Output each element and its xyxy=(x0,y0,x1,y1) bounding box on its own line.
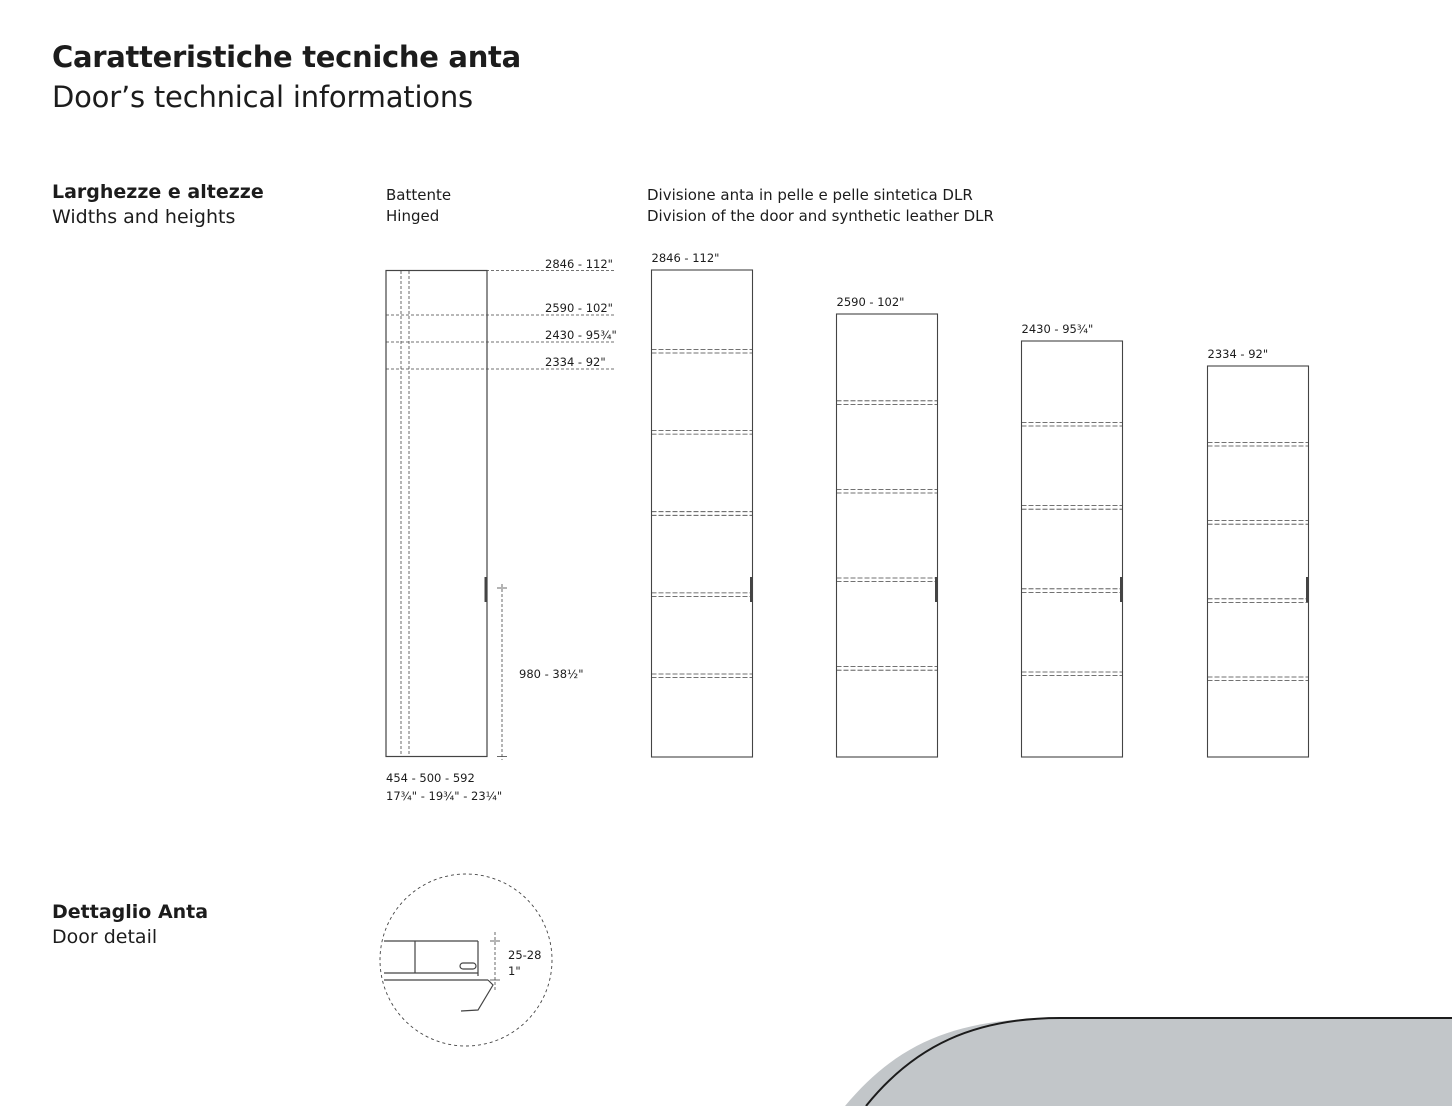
detail-thickness-in-label: 1" xyxy=(508,964,521,978)
hinged-width-in-label: 17¾" - 19¾" - 23¼" xyxy=(386,789,503,803)
division-door-outline xyxy=(1208,366,1309,757)
section-label-door-detail-en: Door detail xyxy=(52,926,158,948)
page-title: Caratteristiche tecniche anta xyxy=(52,40,521,74)
division-door-outline xyxy=(1022,341,1123,757)
division-door-height-label: 2590 - 102" xyxy=(836,295,905,309)
division-doors-group xyxy=(652,251,1309,757)
handle-height-label: 980 - 38½" xyxy=(519,667,584,681)
section-label-widths-heights: Larghezze e altezze xyxy=(52,181,264,203)
hinged-height-label: 2846 - 112" xyxy=(545,257,613,271)
detail-handle-slot xyxy=(460,963,476,969)
hinged-heading-it: Battente xyxy=(386,186,452,204)
corner-decoration xyxy=(845,1018,1452,1106)
page-subtitle: Door’s technical informations xyxy=(52,80,473,114)
detail-thickness-mm-label: 25-28 xyxy=(508,948,542,962)
division-door-height-label: 2334 - 92" xyxy=(1207,347,1269,361)
hinged-height-label: 2590 - 102" xyxy=(545,301,613,315)
hinged-door-drawing xyxy=(386,271,616,761)
division-door-height-label: 2846 - 112" xyxy=(651,251,720,265)
division-door-height-label: 2430 - 95¾" xyxy=(1021,322,1094,336)
division-heading-en: Division of the door and synthetic leather DLR xyxy=(647,207,994,225)
hinged-door-handle xyxy=(485,577,488,602)
division-heading-it: Divisione anta in pelle e pelle sintetica DLR xyxy=(647,186,973,204)
division-door-handle xyxy=(935,577,938,602)
hinged-height-label: 2334 - 92" xyxy=(545,355,606,369)
section-label-widths-heights-en: Widths and heights xyxy=(52,206,236,228)
division-door-handle xyxy=(1306,577,1309,602)
hinged-heading-en: Hinged xyxy=(386,207,440,225)
detail-handle-profile xyxy=(461,980,493,1011)
hinged-height-label: 2430 - 95¾" xyxy=(545,328,617,342)
division-door-handle xyxy=(750,577,753,602)
hinged-width-mm-label: 454 - 500 - 592 xyxy=(386,771,475,785)
division-door-outline xyxy=(837,314,938,757)
division-door-handle xyxy=(1120,577,1123,602)
section-label-door-detail: Dettaglio Anta xyxy=(52,901,209,923)
division-door-outline xyxy=(652,270,753,757)
